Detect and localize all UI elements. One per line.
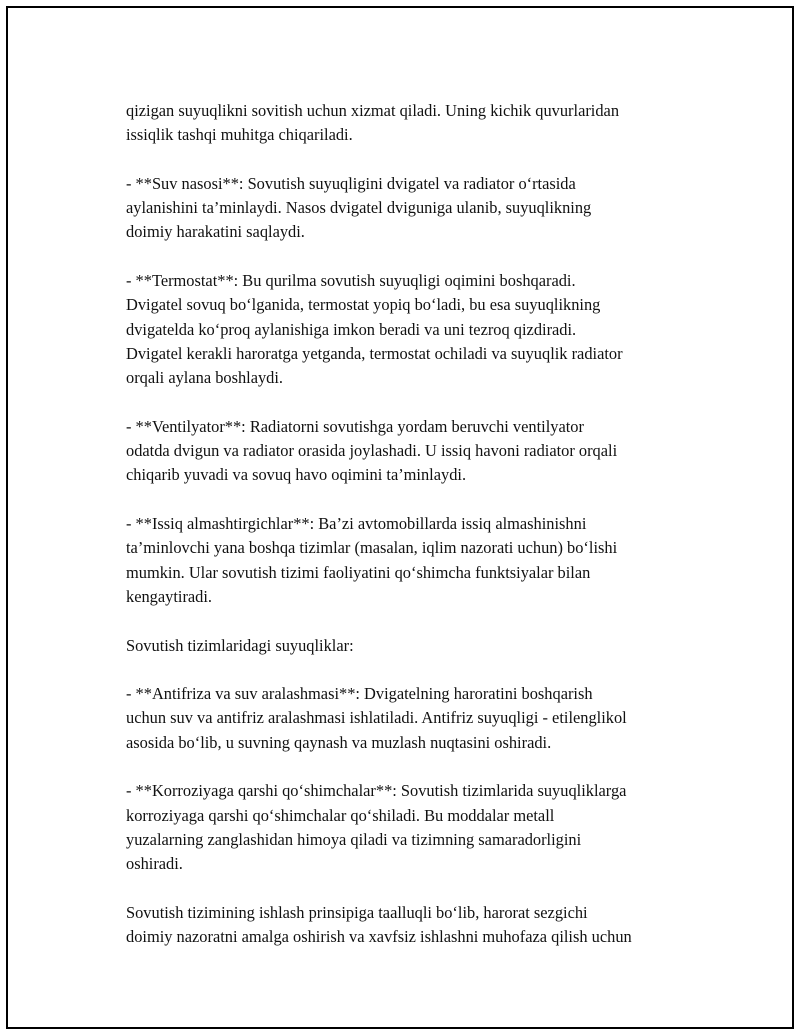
text-line: Dvigatel sovuq bo‘lganida, termostat yopiq bo‘ladi, bu esa suyuqlikning: [126, 295, 601, 315]
text-line: yuzalarning zanglashidan himoya qiladi va tizimning samaradorligini: [126, 829, 582, 849]
text-line: asosida bo‘lib, u suvning qaynash va muzlash nuqtasini oshiradi.: [126, 732, 552, 752]
text-line: oshiradi.: [126, 854, 183, 874]
text-line: ta’minlovchi yana boshqa tizimlar (masalan, iqlim nazorati uchun) bo‘lishi: [126, 538, 618, 558]
text-line: Dvigatel kerakli haroratga yetganda, termostat ochiladi va suyuqlik radiator: [126, 343, 623, 363]
text-line: kengaytiradi.: [126, 586, 213, 606]
page-frame: [6, 6, 794, 1029]
paragraph-anticorrosion: [126, 779, 706, 876]
text-line: doimiy harakatini saqlaydi.: [126, 222, 305, 242]
text-line: - **Ventilyator**: Radiatorni sovutishga yordam beruvchi ventilyator: [126, 416, 584, 436]
text-line: - **Issiq almashtirgichlar**: Ba’zi avtomobillarda issiq almashinishni: [126, 514, 587, 534]
paragraph-fan: [126, 415, 706, 488]
text-line: odatda dvigun va radiator orasida joylashadi. U issiq havoni radiator orqali: [126, 441, 618, 461]
paragraph-water-pump: [126, 172, 706, 245]
text-line: korroziyaga qarshi qo‘shimchalar qo‘shiladi. Bu moddalar metall: [126, 805, 555, 825]
paragraph-antifreeze: [126, 682, 706, 755]
paragraph-thermostat: [126, 269, 706, 390]
text-line: Sovutish tizimining ishlash prinsipiga taalluqli bo‘lib, harorat sezgichi: [126, 902, 588, 922]
text-line: - **Termostat**: Bu qurilma sovutish suyuqligi oqimini boshqaradi.: [126, 271, 576, 291]
paragraph-radiator-continued: [126, 99, 706, 148]
paragraph-operating-principle: [126, 901, 706, 950]
text-line: qizigan suyuqlikni sovitish uchun xizmat qiladi. Uning kichik quvurlaridan: [126, 101, 620, 120]
text-line: Sovutish tizimlaridagi suyuqliklar:: [126, 635, 354, 655]
paragraph-fluids-heading: [126, 634, 706, 658]
text-line: dvigatelda ko‘proq aylanishiga imkon beradi va uni tezroq qizdiradi.: [126, 319, 577, 339]
text-line: uchun suv va antifriz aralashmasi ishlatiladi. Antifriz suyuqligi - etilenglikol: [126, 708, 627, 728]
text-line: mumkin. Ular sovutish tizimi faoliyatini qo‘shimcha funktsiyalar bilan: [126, 562, 591, 582]
text-line: - **Suv nasosi**: Sovutish suyuqligini dvigatel va radiator o‘rtasida: [126, 173, 576, 193]
document-text: [126, 99, 706, 949]
text-line: aylanishini ta’minlaydi. Nasos dvigatel dviguniga ulanib, suyuqlikning: [126, 198, 592, 218]
text-line: chiqarib yuvadi va sovuq havo oqimini ta’minlaydi.: [126, 465, 467, 485]
text-line: - **Korroziyaga qarshi qo‘shimchalar**: Sovutish tizimlarida suyuqliklarga: [126, 781, 627, 801]
text-line: doimiy nazoratni amalga oshirish va xavfsiz ishlashni muhofaza qilish uchun: [126, 927, 632, 947]
text-line: issiqlik tashqi muhitga chiqariladi.: [126, 125, 353, 145]
text-line: orqali aylana boshlaydi.: [126, 368, 284, 388]
paragraph-heat-exchangers: [126, 512, 706, 609]
text-line: - **Antifriza va suv aralashmasi**: Dvigatelning haroratini boshqarish: [126, 684, 593, 704]
